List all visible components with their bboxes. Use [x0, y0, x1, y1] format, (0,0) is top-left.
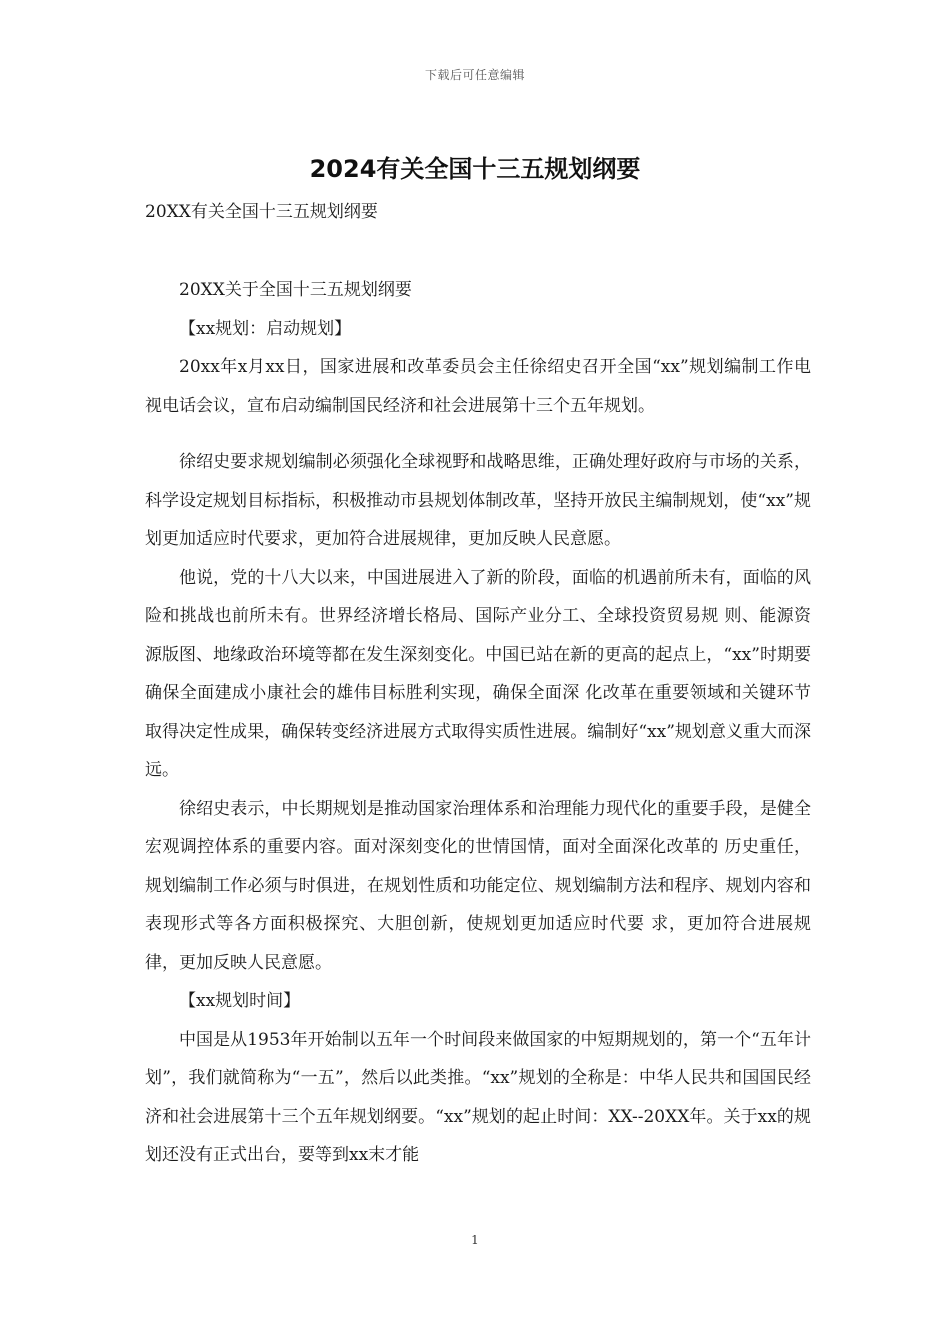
paragraph: 徐绍史要求规划编制必须强化全球视野和战略思维，正确处理好政府与市场的关系，科学设定规划目标指标，积极推动市县规划体制改革，坚持开放民主编制规划，使“xx”规划更加适应时代要求，更加符合进展规律，更加反映人民意愿。 — [145, 452, 811, 549]
paragraph-heading: 20XX关于全国十三五规划纲要 — [179, 280, 412, 300]
section-heading-time: 【xx规划时间】 — [179, 991, 301, 1011]
paragraph: 中国是从1953年开始制以五年一个时间段来做国家的中短期规划的，第一个“五年计划”，我们就简称为“一五”，然后以此类推。“xx”规划的全称是：中华人民共和国国民经济和社会进展第十三个五年规划纲要。“xx”规划的起止时间：XX--20XX年。关于xx的规划还没有正式出台，要等到xx末才能 — [145, 1029, 811, 1165]
document-title: 2024有关全国十三五规划纲要 — [309, 155, 641, 183]
paragraph: 他说，党的十八大以来，中国进展进入了新的阶段，面临的机遇前所未有，面临的风险和挑战也前所未有。世界经济增长格局、国际产业分工、全球投资贸易规 则、能源资源版图、地缘政治环境等都在发生深刻变化。中国已站在新的更高的起点上，“xx”时期要确保全面建成小康社会的雄伟目标胜利实现，确保全面深 化改革在重要领域和关键环节取得决定性成果，确保转变经济进展方式取得实质性进展。编制好“xx”规划意义重大而深远。 — [145, 567, 811, 780]
document-subtitle: 20XX有关全国十三五规划纲要 — [145, 202, 378, 222]
document-body — [145, 271, 811, 1175]
page-header-note: 下载后可任意编辑 — [424, 68, 525, 82]
section-heading-launch: 【xx规划：启动规划】 — [179, 318, 352, 339]
paragraph: 徐绍史表示，中长期规划是推动国家治理体系和治理能力现代化的重要手段，是健全宏观调控体系的重要内容。面对深刻变化的世情国情，面对全面深化改革的 历史重任，规划编制工作必须与时俱进，在规划性质和功能定位、规划编制方法和程序、规划内容和表现形式等各方面积极探究、大胆创新，使规划更加适应时代要 求，更加符合进展规律，更加反映人民意愿。 — [145, 798, 811, 973]
page-number: 1 — [471, 1233, 479, 1247]
paragraph: 20xx年x月xx日，国家进展和改革委员会主任徐绍史召开全国“xx”规划编制工作电视电话会议，宣布启动编制国民经济和社会进展第十三个五年规划。 — [145, 357, 811, 416]
